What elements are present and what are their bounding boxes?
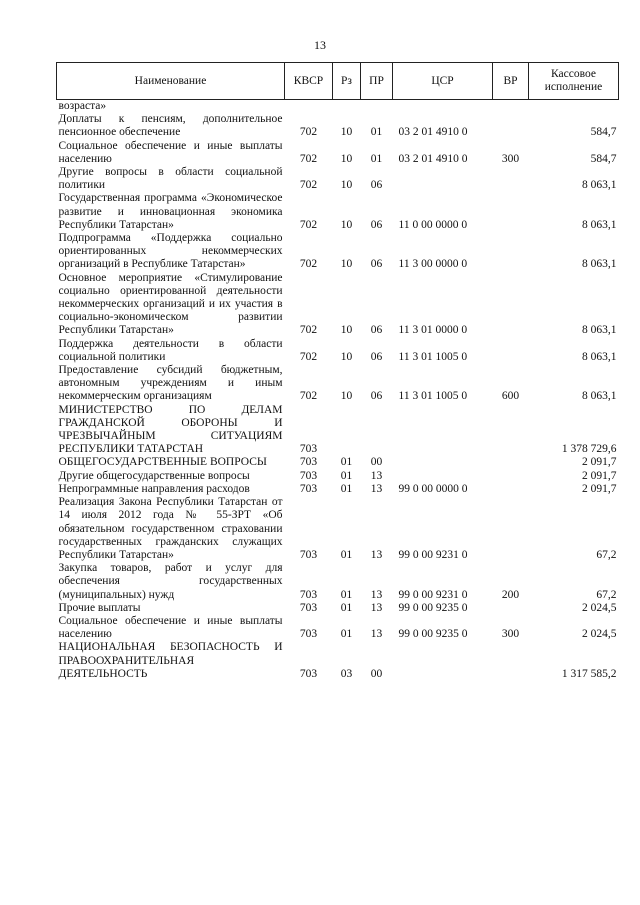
cell-amount: 8 063,1 [582,350,617,363]
cell-vr [493,232,529,272]
cell-name: Предоставление субсидий бюджетным, автономным учреждениям и иным некоммерческим организациям [58,364,283,403]
header-name: Наименование [57,63,285,100]
cell-pr: 13 [370,588,383,601]
cell-pr: 06 [370,179,383,192]
cell-rz: 10 [340,126,353,139]
table-row [57,496,619,562]
cell-kvsr: 702 [299,218,318,231]
cell-amount: 1 317 585,2 [561,667,617,680]
cell-kvsr: 703 [299,628,318,641]
cell-amount: 584,7 [590,126,617,139]
cell-csr: 99 0 00 9231 0 [398,588,468,601]
cell-rz: 10 [340,350,353,363]
table-row [57,100,619,114]
cell-vr: 600 [501,390,520,403]
budget-table [56,62,619,681]
cell-amount: 67,2 [596,548,617,561]
cell-name: Государственная программа «Экономическое развитие и инновационная экономика Республики Татарстан» [58,192,283,231]
cell-kvsr: 702 [299,390,318,403]
cell-rz: 10 [340,324,353,337]
cell-amount: 8 063,1 [582,324,617,337]
table-row [57,562,619,602]
table-row [57,232,619,272]
cell-kvsr: 703 [299,482,318,495]
cell-amount: 1 378 729,6 [561,443,617,456]
cell-pr: 13 [370,469,383,482]
cell-name: Поддержка деятельности в области социальной политики [58,337,283,363]
cell-vr: 300 [501,152,520,165]
table-row [57,615,619,641]
cell-kvsr: 702 [299,179,318,192]
cell-amount: 584,7 [590,152,617,165]
cell-amount: 8 063,1 [582,179,617,192]
cell-amount: 2 091,7 [582,469,617,482]
cell-name: Прочие выплаты [58,601,141,614]
cell-pr: 06 [370,324,383,337]
table-row [57,272,619,338]
cell-kvsr [285,100,333,114]
cell-name: Основное мероприятие «Стимулирование социально ориентированной деятельности некоммерческих организаций и их участия в социально-экономическом развитии Республики Татарстан» [58,271,283,337]
cell-rz [333,100,361,114]
cell-csr: 11 3 01 1005 0 [398,350,468,363]
cell-name: НАЦИОНАЛЬНАЯ БЕЗОПАСНОСТЬ И ПРАВООХРАНИТЕЛЬНАЯ ДЕЯТЕЛЬНОСТЬ [58,641,283,680]
cell-pr: 13 [370,601,383,614]
cell-pr: 13 [370,628,383,641]
cell-vr [493,100,529,114]
cell-pr [361,100,393,114]
cell-csr: 99 0 00 0000 0 [398,482,468,495]
cell-kvsr: 702 [299,350,318,363]
cell-name: Другие вопросы в области социальной политики [58,166,283,192]
table-row [57,456,619,469]
table-row [57,166,619,192]
table-row [57,602,619,615]
cell-pr: 06 [370,218,383,231]
cell-pr: 06 [370,390,383,403]
table-row [57,483,619,496]
cell-kvsr: 703 [299,588,318,601]
cell-amount: 2 024,5 [582,628,617,641]
cell-name: Социальное обеспечение и иные выплаты населению [58,614,283,641]
table-row [57,404,619,457]
table-row [57,470,619,483]
cell-vr [493,470,529,483]
cell-csr: 11 3 01 1005 0 [398,390,468,403]
cell-csr: 03 2 01 4910 0 [398,126,468,139]
cell-rz: 01 [340,588,353,601]
cell-vr [493,192,529,232]
cell-pr: 00 [370,667,383,680]
cell-kvsr: 703 [299,601,318,614]
cell-amount [529,100,619,114]
table-header-row [57,63,619,100]
cell-name: Закупка товаров, работ и услуг для обеспечения государственных (муниципальных) нужд [58,562,283,601]
cell-rz: 10 [340,390,353,403]
cell-csr: 11 0 00 0000 0 [398,218,468,231]
cell-vr [493,496,529,562]
cell-name: Другие общегосударственные вопросы [58,469,250,482]
cell-pr: 06 [370,350,383,363]
cell-csr: 99 0 00 9235 0 [398,628,468,641]
cell-pr: 13 [370,548,383,561]
cell-rz: 01 [340,601,353,614]
cell-name: МИНИСТЕРСТВО ПО ДЕЛАМ ГРАЖДАНСКОЙ ОБОРОНЫ И ЧРЕЗВЫЧАЙНЫМ СИТУАЦИЯМ РЕСПУБЛИКИ ТАТАРСТАН [58,403,283,456]
cell-csr: 03 2 01 4910 0 [398,152,468,165]
cell-rz: 01 [340,482,353,495]
cell-kvsr: 703 [299,443,318,456]
cell-rz: 10 [340,152,353,165]
cell-csr [393,456,493,469]
header-pr: ПР [361,63,393,100]
table-row [57,338,619,364]
cell-amount: 67,2 [596,588,617,601]
cell-kvsr: 703 [299,469,318,482]
cell-csr [393,100,493,114]
cell-vr [493,113,529,139]
cell-rz: 01 [340,628,353,641]
cell-kvsr: 703 [299,548,318,561]
table-row [57,140,619,166]
header-vr: ВР [493,63,529,100]
cell-rz: 01 [340,456,353,469]
cell-kvsr: 703 [299,456,318,469]
cell-vr [493,456,529,469]
cell-pr: 13 [370,482,383,495]
table-row [57,364,619,404]
cell-pr: 01 [370,152,383,165]
cell-name: возраста» [58,100,107,112]
cell-kvsr: 703 [299,667,318,680]
cell-pr: 01 [370,126,383,139]
cell-vr [493,404,529,457]
table-row [57,113,619,139]
cell-amount: 2 024,5 [582,601,617,614]
cell-rz: 01 [340,469,353,482]
cell-kvsr: 702 [299,324,318,337]
cell-amount: 2 091,7 [582,456,617,469]
cell-rz: 10 [340,179,353,192]
header-rz: Рз [333,63,361,100]
cell-vr [493,166,529,192]
cell-kvsr: 702 [299,152,318,165]
cell-rz: 10 [340,218,353,231]
cell-vr [493,338,529,364]
cell-rz: 10 [340,258,353,271]
cell-rz [333,404,361,457]
cell-csr: 11 3 01 0000 0 [398,324,468,337]
cell-name: Непрограммные направления расходов [58,482,250,495]
cell-amount: 2 091,7 [582,482,617,495]
cell-name: Реализация Закона Республики Татарстан от 14 июля 2012 года № 55-ЗРТ «Об обязательном государственном страховании государственных гражданских служащих Республики Татарстан» [58,496,283,561]
header-kvsr: КВСР [285,63,333,100]
cell-vr [493,483,529,496]
cell-rz: 03 [340,667,353,680]
table-row [57,192,619,232]
cell-csr: 99 0 00 9235 0 [398,601,468,614]
cell-amount: 8 063,1 [582,258,617,271]
cell-name: Социальное обеспечение и иные выплаты населению [58,139,283,165]
header-csr: ЦСР [393,63,493,100]
table-body [57,100,619,681]
cell-name: ОБЩЕГОСУДАРСТВЕННЫЕ ВОПРОСЫ [58,456,267,469]
cell-vr: 300 [501,628,520,641]
cell-csr [393,470,493,483]
cell-csr [393,641,493,681]
cell-kvsr: 702 [299,258,318,271]
cell-vr: 200 [501,588,520,601]
cell-name: Подпрограмма «Поддержка социально ориентированных некоммерческих организаций в Республике Татарстан» [58,232,283,271]
cell-pr: 06 [370,258,383,271]
cell-amount: 8 063,1 [582,218,617,231]
cell-vr [493,641,529,681]
cell-csr: 99 0 00 9231 0 [398,548,468,561]
cell-pr: 00 [370,456,383,469]
page-number: 13 [314,38,326,52]
cell-vr [493,272,529,338]
cell-csr: 11 3 00 0000 0 [398,258,468,271]
cell-csr [393,404,493,457]
header-amount: Кассовое исполнение [529,63,619,100]
cell-name: Доплаты к пенсиям, дополнительное пенсионное обеспечение [58,113,283,139]
cell-vr [493,602,529,615]
cell-csr [393,166,493,192]
table-row [57,641,619,681]
cell-kvsr: 702 [299,126,318,139]
cell-pr [361,404,393,457]
cell-rz: 01 [340,548,353,561]
cell-amount: 8 063,1 [582,390,617,403]
